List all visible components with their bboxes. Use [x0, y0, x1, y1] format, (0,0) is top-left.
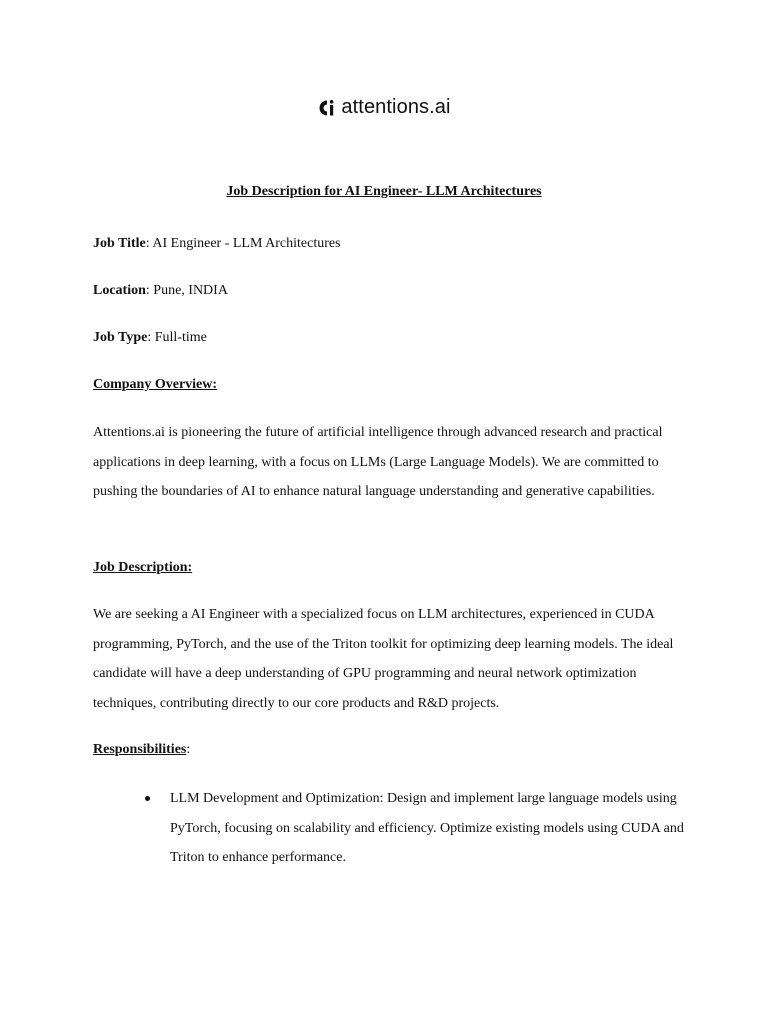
bullet-icon — [145, 796, 150, 801]
paragraph-company-overview: Attentions.ai is pioneering the future of artificial intelligence through advanced research and practical applications in deep learning, with a focus on LLMs (Large Language Models). We are committed to pushing the boundaries of AI to enhance natural language understanding and generative capabilities. — [93, 425, 663, 500]
company-logo — [0, 96, 768, 119]
attentions-logo-icon — [317, 98, 337, 118]
field-location — [93, 283, 228, 299]
heading-responsibilities: Responsibilities: — [93, 742, 191, 757]
document-title: Job Description for AI Engineer- LLM Architectures — [226, 184, 542, 199]
field-label: Location — [93, 283, 146, 298]
logo-text: attentions.ai — [341, 96, 451, 118]
list-item-text: LLM Development and Optimization: Design and implement large language models using PyTorch, focusing on scalability and efficiency. Optimize existing models using CUDA and Triton to enhance performance. — [170, 791, 684, 866]
field-value: : Full-time — [147, 330, 207, 345]
paragraph-job-description: We are seeking a AI Engineer with a specialized focus on LLM architectures, experienced in CUDA programming, PyTorch, and the use of the Triton toolkit for optimizing deep learning models. The ideal candidate will have a deep understanding of GPU programming and neural network optimization techniques, contributing directly to our core products and R&D projects. — [93, 607, 674, 712]
field-job-title — [93, 236, 341, 252]
field-value: : AI Engineer - LLM Architectures — [145, 236, 341, 251]
heading-company-overview: Company Overview: — [93, 377, 218, 392]
field-value: : Pune, INDIA — [145, 283, 228, 298]
field-label: Job Title — [93, 236, 146, 251]
list-item — [145, 784, 685, 873]
responsibilities-list — [145, 784, 685, 873]
field-label: Job Type — [93, 330, 148, 345]
field-job-type — [93, 330, 207, 346]
heading-job-description: Job Description: — [93, 560, 193, 575]
